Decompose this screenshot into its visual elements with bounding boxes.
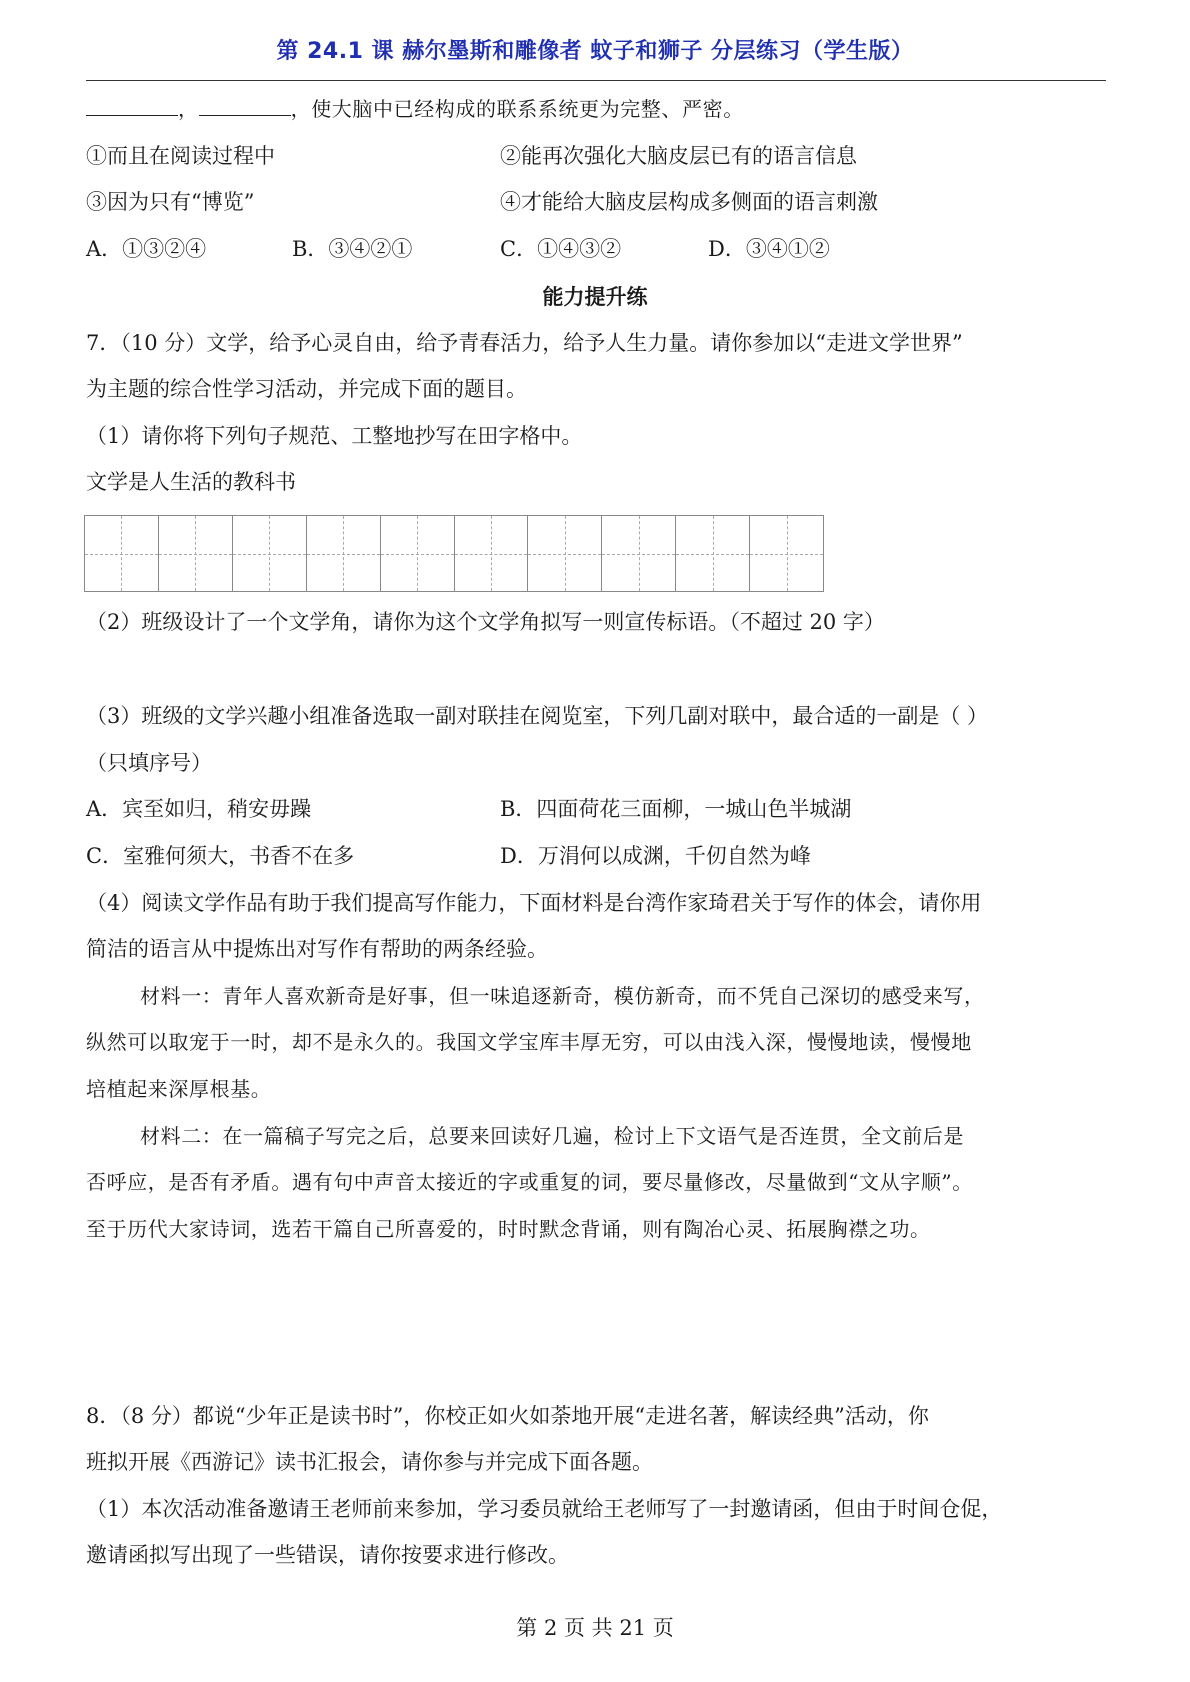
q6-option-2: ②能再次强化大脑皮层已有的语言信息 <box>500 144 857 168</box>
q7-part4-line1: （4）阅读文学作品有助于我们提高写作能力，下面材料是台湾作家琦君关于写作的体会，请你用 <box>86 891 982 915</box>
grid-cell[interactable] <box>85 516 159 591</box>
q7-option-a[interactable]: A．宾至如归，稍安毋躁 <box>86 797 312 821</box>
q6-choice-a[interactable]: A．①③②④ <box>86 237 207 261</box>
grid-cell[interactable] <box>602 516 676 591</box>
q6-choice-c[interactable]: C．①④③② <box>500 237 622 261</box>
q6-option-1: ①而且在阅读过程中 <box>86 144 275 168</box>
grid-cell[interactable] <box>528 516 602 591</box>
q6-choice-d[interactable]: D．③④①② <box>708 237 830 261</box>
answer-blank-1[interactable] <box>86 95 178 116</box>
q7-part4-line2: 简洁的语言从中提炼出对写作有帮助的两条经验。 <box>86 937 548 961</box>
grid-cell[interactable] <box>307 516 381 591</box>
grid-cell[interactable] <box>455 516 529 591</box>
q7-option-d[interactable]: D．万涓何以成渊，千仞自然为峰 <box>500 844 811 868</box>
q7-stem-line1: 7．（10 分）文学，给予心灵自由，给予青春活力，给予人生力量。请你参加以“走进文学世界” <box>86 331 963 355</box>
q6-option-3: ③因为只有“博览” <box>86 190 255 214</box>
q7-option-b[interactable]: B．四面荷花三面柳，一城山色半城湖 <box>500 797 852 821</box>
q7-stem-line2: 为主题的综合性学习活动，并完成下面的题目。 <box>86 377 527 401</box>
material1-line2: 纵然可以取宠于一时，却不是永久的。我国文学宝库丰厚无穷，可以由浅入深，慢慢地读，慢慢地 <box>86 1030 972 1054</box>
grid-cell[interactable] <box>750 516 823 591</box>
header-divider <box>86 80 1106 81</box>
tianzige-grid[interactable] <box>84 515 824 592</box>
answer-blank-2[interactable] <box>199 95 291 116</box>
q7-part3-line1: （3）班级的文学兴趣小组准备选取一副对联挂在阅览室，下列几副对联中，最合适的一副是（ ） <box>86 704 989 728</box>
q7-option-c[interactable]: C．室雅何须大，书香不在多 <box>86 844 355 868</box>
material2-line1: 材料二：在一篇稿子写完之后，总要来回读好几遍，检讨上下文语气是否连贯，全文前后是 <box>140 1124 964 1148</box>
material2-line2: 否呼应，是否有矛盾。遇有句中声音太接近的字或重复的词，要尽量修改，尽量做到“文从字顺”。 <box>86 1170 973 1194</box>
q8-stem-line1: 8．（8 分）都说“少年正是读书时”，你校正如火如荼地开展“走进名著，解读经典”活动，你 <box>86 1404 929 1428</box>
q7-part2: （2）班级设计了一个文学角，请你为这个文学角拟写一则宣传标语。（不超过 20 字） <box>86 610 885 634</box>
q6-option-4: ④才能给大脑皮层构成多侧面的语言刺激 <box>500 190 878 214</box>
q6-choice-b[interactable]: B．③④②① <box>292 237 413 261</box>
grid-cell[interactable] <box>233 516 307 591</box>
grid-cell[interactable] <box>381 516 455 591</box>
q7-part1: （1）请你将下列句子规范、工整地抄写在田字格中。 <box>86 424 583 448</box>
q7-part3-line2: （只填序号） <box>86 751 212 775</box>
q8-stem-line2: 班拟开展《西游记》读书汇报会，请你参与并完成下面各题。 <box>86 1450 653 1474</box>
q8-part1-line1: （1）本次活动准备邀请王老师前来参加，学习委员就给王老师写了一封邀请函，但由于时间仓促， <box>86 1497 1003 1521</box>
q8-part1-line2: 邀请函拟写出现了一些错误，请你按要求进行修改。 <box>86 1543 569 1567</box>
grid-cell[interactable] <box>676 516 750 591</box>
material2-line3: 至于历代大家诗词，选若干篇自己所喜爱的，时时默念背诵，则有陶冶心灵、拓展胸襟之功。 <box>86 1217 931 1241</box>
q6-stem: ， ，使大脑中已经构成的联系系统更为完整、严密。 <box>86 94 744 124</box>
page-number: 第 2 页 共 21 页 <box>516 1616 674 1640</box>
material1-line1: 材料一：青年人喜欢新奇是好事，但一味追逐新奇，模仿新奇，而不凭自己深切的感受来写， <box>140 984 985 1008</box>
grid-cell[interactable] <box>159 516 233 591</box>
material1-line3: 培植起来深厚根基。 <box>86 1077 272 1101</box>
section-title: 能力提升练 <box>542 285 648 309</box>
q6-stem-text: ，使大脑中已经构成的联系系统更为完整、严密。 <box>290 97 744 121</box>
q7-sentence: 文学是人生活的教科书 <box>86 470 296 494</box>
page-title: 第 24.1 课 赫尔墨斯和雕像者 蚊子和狮子 分层练习（学生版） <box>276 39 914 64</box>
